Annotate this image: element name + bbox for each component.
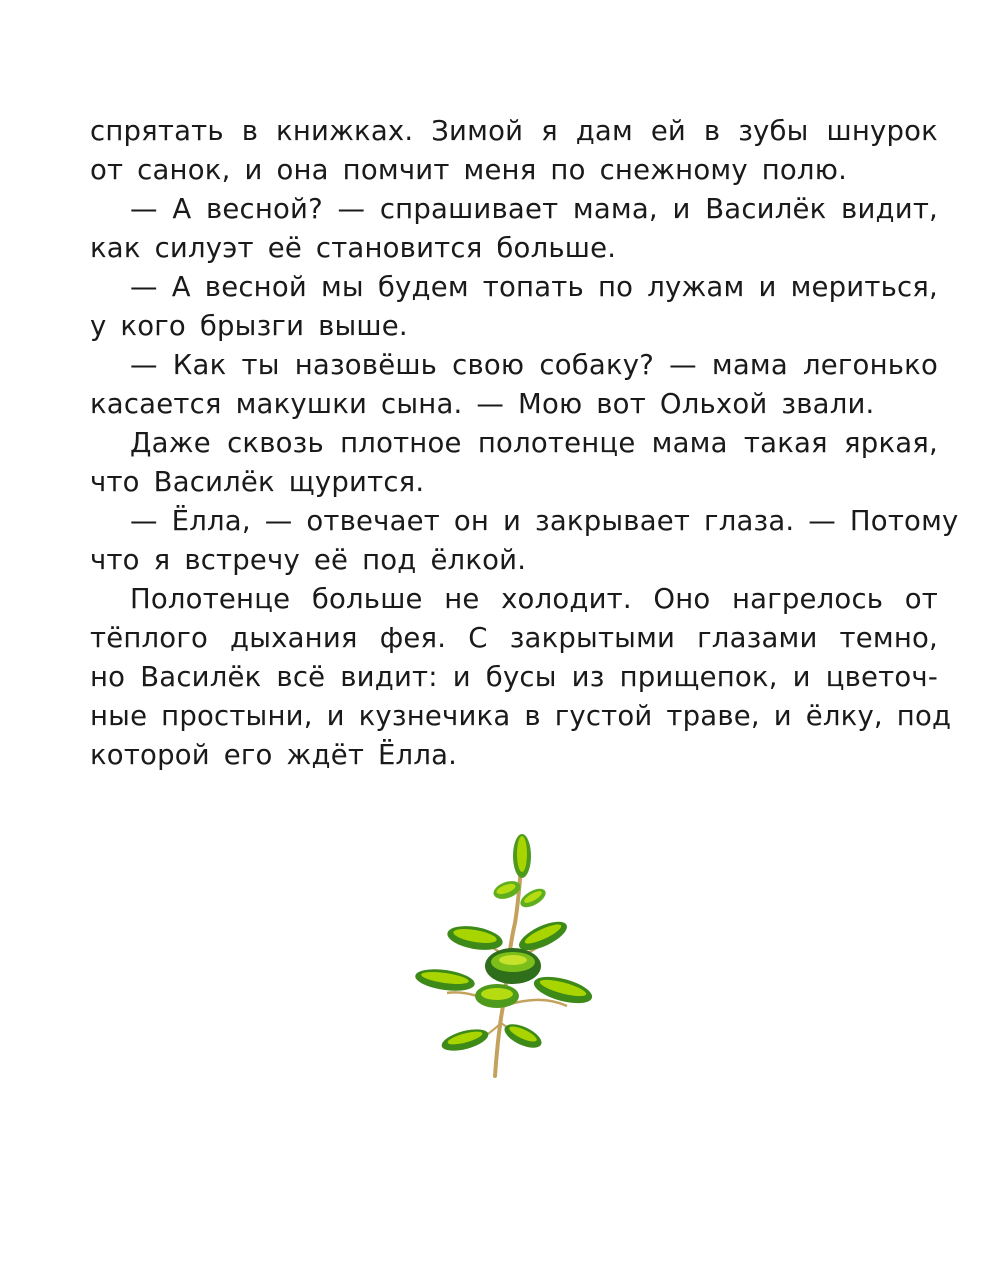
paragraph-6 (90, 502, 959, 580)
text-line: спрятать в книжках. Зимой я дам ей в зубы шнурок (90, 115, 938, 147)
fir-branch-icon (405, 828, 605, 1083)
paragraph-7 (90, 580, 952, 775)
text-line: у кого брызги выше. (90, 310, 408, 342)
text-line: от санок, и она помчит меня по снежному полю. (90, 154, 848, 186)
text-line: — Как ты назовёшь свою собаку? — мама легонько (130, 349, 938, 381)
text-line: которой его ждёт Ёлла. (90, 739, 458, 771)
text-line: что Василёк щурится. (90, 466, 425, 498)
paragraph-2 (90, 190, 938, 268)
paragraph-3 (90, 268, 938, 346)
text-line: как силуэт её становится больше. (90, 232, 617, 264)
needle-clusters (414, 834, 595, 1055)
text-line: Полотенце больше не холодит. Оно нагрелось от (130, 583, 938, 615)
text-line: — А весной? — спрашивает мама, и Василёк видит, (130, 193, 938, 225)
text-line: ные простыни, и кузнечика в густой траве, и ёлку, под (90, 700, 952, 732)
text-line: — А весной мы будем топать по лужам и мериться, (130, 271, 938, 303)
paragraph-1 (90, 112, 938, 190)
text-line: Даже сквозь плотное полотенце мама такая яркая, (130, 427, 938, 459)
text-line: касается макушки сына. — Мою вот Ольхой звали. (90, 388, 875, 420)
story-text (90, 112, 959, 775)
paragraph-4 (90, 346, 938, 424)
text-line: — Ёлла, — отвечает он и закрывает глаза. — Потому (130, 505, 959, 537)
text-line: тёплого дыхания фея. С закрытыми глазами темно, (90, 622, 938, 654)
text-line: но Василёк всё видит: и бусы из прищепок, и цветоч- (90, 661, 938, 693)
paragraph-5 (90, 424, 938, 502)
text-line: что я встречу её под ёлкой. (90, 544, 527, 576)
